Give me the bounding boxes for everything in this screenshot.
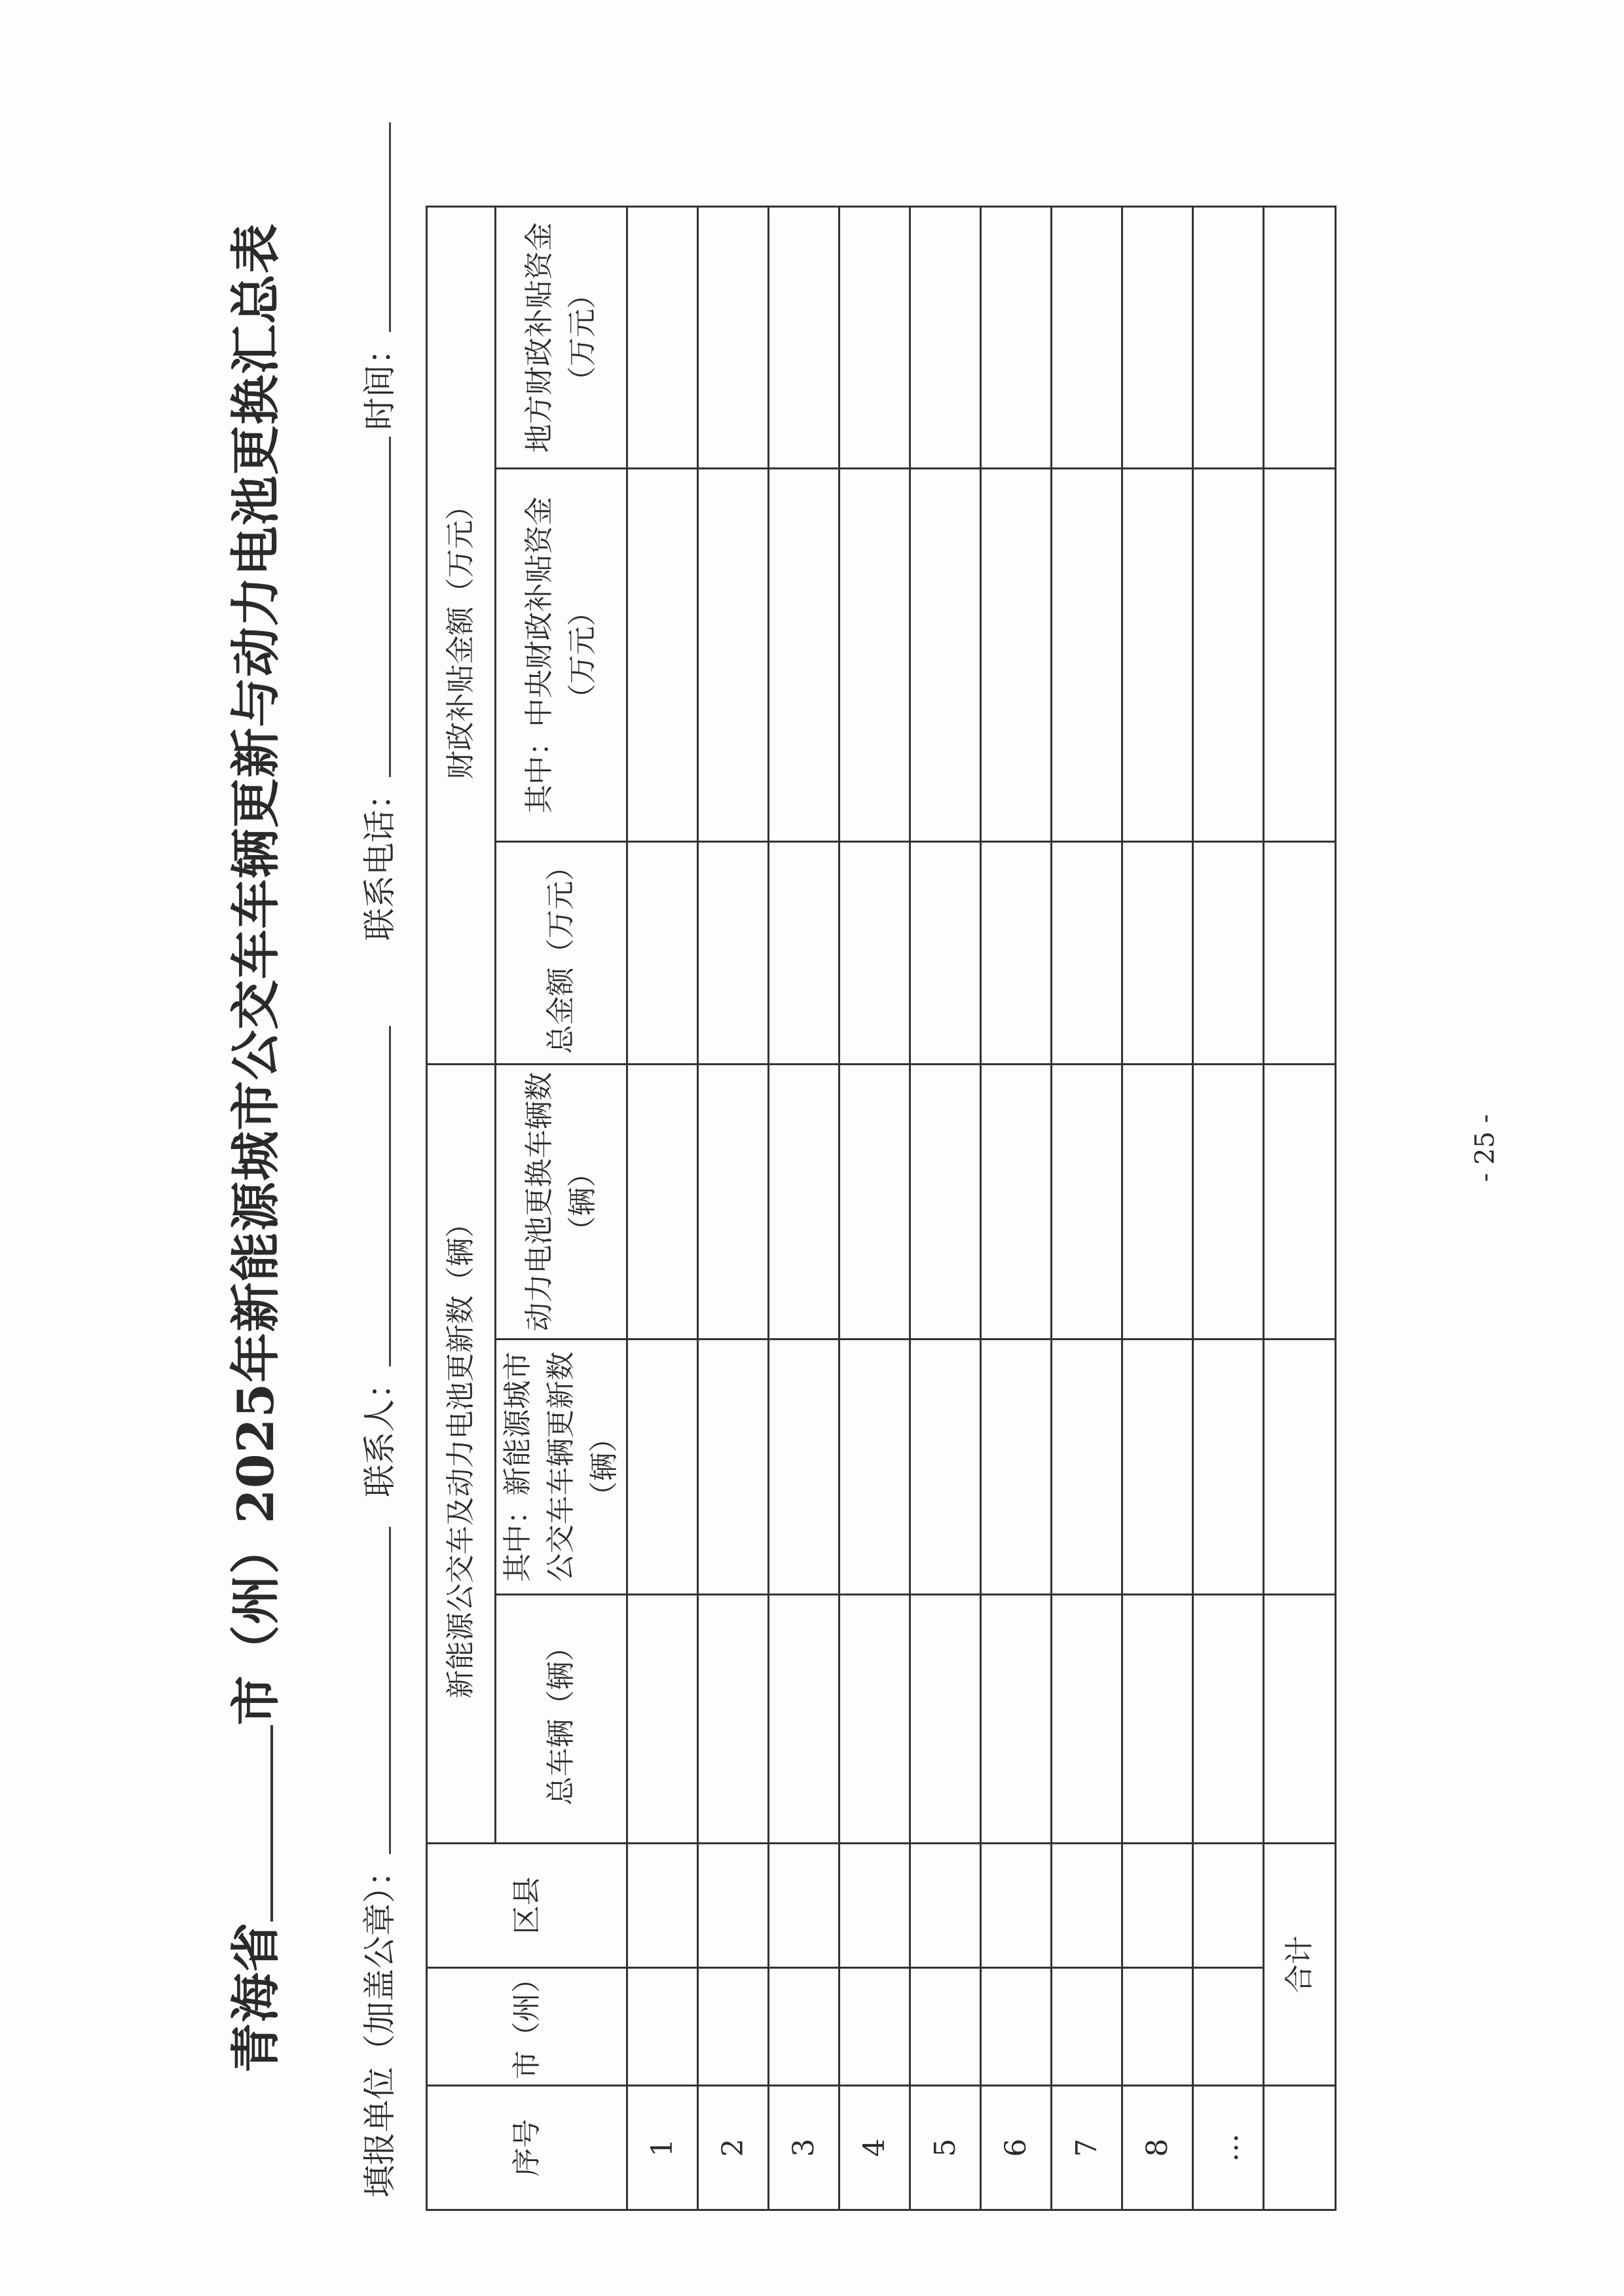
contact-field [354, 1026, 401, 1497]
table-cell [1193, 1968, 1264, 2086]
unit-blank [389, 1527, 391, 1854]
table-cell [1264, 1595, 1336, 1844]
table-cell [1193, 1339, 1264, 1595]
table-row [627, 207, 698, 2210]
table-cell [627, 1844, 698, 1968]
table-cell [769, 842, 840, 1065]
table-cell [627, 469, 698, 842]
table-cell [1122, 1065, 1193, 1339]
table-cell [698, 469, 769, 842]
table-cell [840, 842, 910, 1065]
table-body [627, 207, 1264, 2210]
table-cell [769, 1844, 840, 1968]
table-cell [1122, 1968, 1193, 2086]
table-cell [1122, 1595, 1193, 1844]
document-title [216, 0, 287, 2296]
table-cell [1052, 1968, 1122, 2086]
table-row [1052, 207, 1122, 2210]
table-cell [840, 1065, 910, 1339]
table-cell [698, 1065, 769, 1339]
table-cell [910, 1844, 981, 1968]
phone-field [354, 437, 401, 941]
table-cell [769, 1065, 840, 1339]
table-cell [698, 1595, 769, 1844]
table-cell [769, 1339, 840, 1595]
table-cell [627, 1968, 698, 2086]
unit-label: 填报单位（加盖公章）： [361, 1854, 399, 2198]
row-seq: 4 [840, 2086, 910, 2210]
table-cell [1122, 1844, 1193, 1968]
table-cell [1264, 1065, 1336, 1339]
table-cell [1264, 207, 1336, 469]
table-cell [1052, 842, 1122, 1065]
table-cell [840, 1595, 910, 1844]
table-cell [1122, 469, 1193, 842]
title-province: 青海省 [227, 1922, 285, 2073]
table-cell [910, 1065, 981, 1339]
table-row [1122, 207, 1193, 2210]
title-rest: 市（州）2025年新能源城市公交车车辆更新与动力电池更换汇总表 [227, 223, 285, 1726]
table-cell [840, 207, 910, 469]
table-cell [981, 207, 1052, 469]
table-cell [769, 469, 840, 842]
header-central-subsidy: 其中：中央财政补贴资金（万元） [496, 469, 627, 842]
table-cell [981, 1595, 1052, 1844]
table-cell [1264, 1339, 1336, 1595]
header-total-amount: 总金额（万元） [496, 842, 627, 1065]
table-row [698, 207, 769, 2210]
table-cell [1193, 1844, 1264, 1968]
table-cell [1193, 207, 1264, 469]
row-seq: 1 [627, 2086, 698, 2210]
header-battery-replace: 动力电池更换车辆数（辆） [496, 1065, 627, 1339]
header-seq: 序号 [427, 2086, 627, 2210]
table-cell [1193, 1595, 1264, 1844]
table-cell [1052, 469, 1122, 842]
table-cell [981, 1968, 1052, 2086]
table-cell [1193, 469, 1264, 842]
header-total-vehicles: 总车辆（辆） [496, 1595, 627, 1844]
table-cell [1122, 207, 1193, 469]
header-local-subsidy: 地方财政补贴资金（万元） [496, 207, 627, 469]
table-cell [910, 1339, 981, 1595]
table-cell [1122, 842, 1193, 1065]
time-label: 时间： [361, 332, 399, 430]
table-cell [627, 842, 698, 1065]
page-number: - 25 - [1470, 1114, 1500, 1182]
row-seq: 8 [1122, 2086, 1193, 2210]
table-cell [981, 842, 1052, 1065]
table-cell [1052, 1844, 1122, 1968]
table-cell [1122, 1339, 1193, 1595]
header-city: 市（州） [427, 1968, 627, 2086]
table-cell [840, 469, 910, 842]
table-cell [627, 1339, 698, 1595]
table-cell [910, 842, 981, 1065]
table-cell [981, 469, 1052, 842]
table-cell [1193, 842, 1264, 1065]
row-seq: … [1193, 2086, 1264, 2210]
table-cell [1264, 469, 1336, 842]
table-cell [769, 1968, 840, 2086]
table-cell [981, 1065, 1052, 1339]
table-cell [910, 207, 981, 469]
header-city-bus-updates: 其中：新能源城市公交车车辆更新数（辆） [496, 1339, 627, 1595]
table-cell [698, 1339, 769, 1595]
table-cell [910, 1595, 981, 1844]
row-seq: 6 [981, 2086, 1052, 2210]
table-cell [769, 207, 840, 469]
row-seq: 3 [769, 2086, 840, 2210]
table-cell [627, 207, 698, 469]
table-cell [627, 1065, 698, 1339]
table-cell [910, 1968, 981, 2086]
table-cell [840, 1844, 910, 1968]
header-county: 区县 [427, 1844, 627, 1968]
total-row [1264, 207, 1336, 2210]
table-row [1193, 207, 1264, 2210]
table-cell [698, 1844, 769, 1968]
phone-blank [389, 437, 391, 777]
contact-blank [389, 1026, 391, 1366]
total-label: 合计 [1264, 1844, 1336, 2086]
table-cell [1052, 1339, 1122, 1595]
table-cell [1193, 1065, 1264, 1339]
title-blank [264, 1725, 273, 1922]
row-seq: 7 [1052, 2086, 1122, 2210]
table-row [769, 207, 840, 2210]
table-row [910, 207, 981, 2210]
table-cell [698, 842, 769, 1065]
table-cell [981, 1844, 1052, 1968]
header-group-vehicles: 新能源公交车及动力电池更新数（辆） [427, 1065, 496, 1844]
time-field [354, 122, 401, 430]
table-cell [1264, 842, 1336, 1065]
table-cell [769, 1595, 840, 1844]
table-row [981, 207, 1052, 2210]
table-cell [698, 207, 769, 469]
row-seq: 2 [698, 2086, 769, 2210]
table-cell [981, 1339, 1052, 1595]
time-blank [389, 122, 391, 332]
summary-table [426, 206, 1337, 2211]
table-cell [1052, 1065, 1122, 1339]
table-row [840, 207, 910, 2210]
table-cell [840, 1339, 910, 1595]
row-seq: 5 [910, 2086, 981, 2210]
table-cell [698, 1968, 769, 2086]
unit-field [354, 1527, 401, 2198]
contact-label: 联系人： [361, 1366, 399, 1497]
table-cell [627, 1595, 698, 1844]
phone-label: 联系电话： [361, 777, 399, 941]
table-cell [840, 1968, 910, 2086]
table-cell [1052, 207, 1122, 469]
header-group-subsidy: 财政补贴金额（万元） [427, 207, 496, 1065]
table-cell [910, 469, 981, 842]
total-row-seq [1264, 2086, 1336, 2210]
table-cell [1052, 1595, 1122, 1844]
